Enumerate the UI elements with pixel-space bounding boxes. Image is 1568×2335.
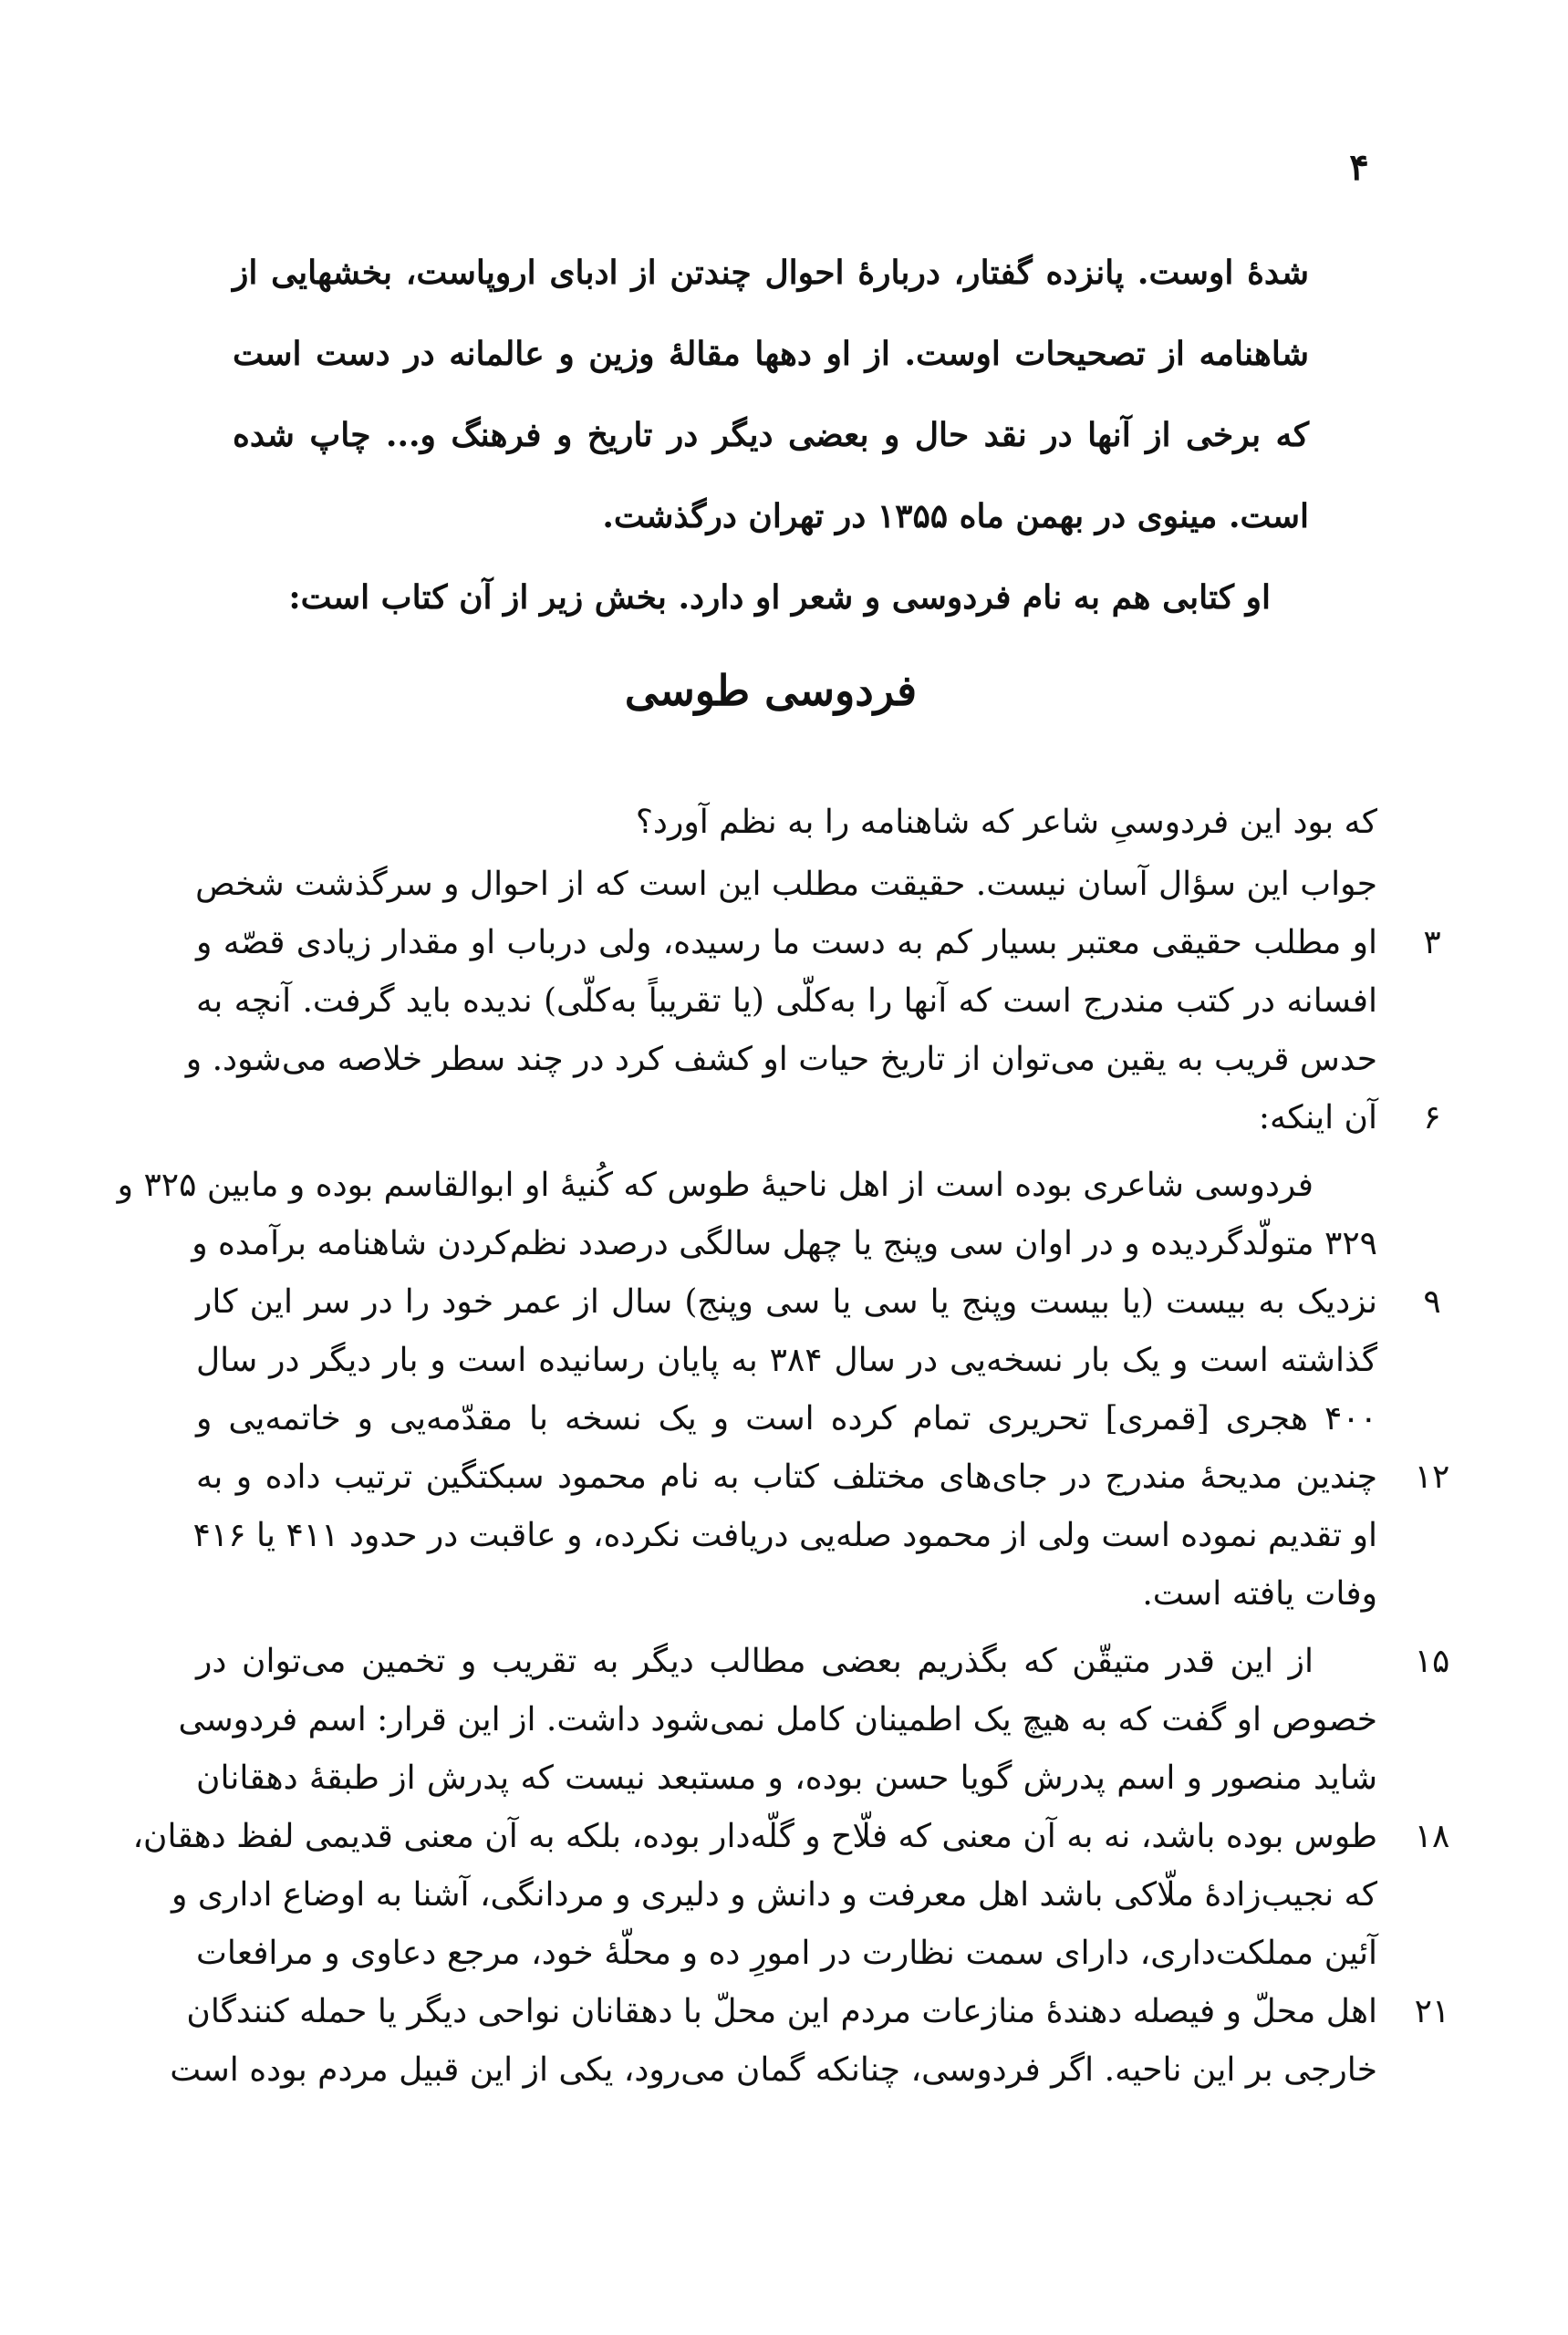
text-line: آن اینکه:: [1258, 1099, 1377, 1136]
text-line: اهل محلّ و فیصله دهندهٔ منازعات مردم این محلّ با دهقانان نواحی دیگر یا حمله کنندگان: [186, 1993, 1377, 2030]
text-line: که بود این فردوسیِ شاعر که شاهنامه را به نظم آورد؟: [635, 804, 1377, 841]
line-number: ۲۱: [1414, 1993, 1450, 2030]
text-line: حدس قریب به یقین می‌توان از تاریخ حیات او کشف کرد در چند سطر خلاصه می‌شود. و: [185, 1041, 1377, 1078]
line-number: ۱۵: [1414, 1643, 1450, 1680]
text-line: ۴۰۰ هجری [قمری] تحریری تمام کرده است و یک نسخه با مقدّمه‌یی و خاتمه‌یی و: [196, 1400, 1377, 1437]
text-line: از این قدر متیقّن که بگذریم بعضی مطالب دیگر به تقریب و تخمین می‌توان در: [196, 1643, 1314, 1680]
line-number: ۶: [1423, 1099, 1441, 1136]
line-number: ۳: [1423, 924, 1441, 961]
text-line: افسانه در کتب مندرج است که آنها را به‌کلّی (یا تقریباً به‌کلّی) ندیده باید گرفت. آنچه به: [196, 982, 1377, 1020]
text-line: فردوسی شاعری بوده است از اهل ناحیهٔ طوس که کُنیهٔ او ابوالقاسم بوده و مابین ۳۲۵ و: [117, 1167, 1314, 1204]
text-line: خصوص او گفت که به هیچ یک اطمینان کامل نمی‌شود داشت. از این قرار: اسم فردوسی: [178, 1701, 1377, 1738]
text-line: جواب این سؤال آسان نیست. حقیقت مطلب این است که از احوال و سرگذشت شخص: [195, 866, 1377, 903]
text-line: ۳۲۹ متولّدگردیده و در اوان سی وپنج یا چهل سالگی درصدد نظم‌کردن شاهنامه برآمده و: [192, 1225, 1377, 1262]
text-line: او مطلب حقیقی معتبر بسیار کم به دست ما رسیده، ولی درباب او مقدار زیادی قصّه و: [196, 924, 1377, 961]
line-number: ۹: [1423, 1283, 1441, 1321]
page-number: ۴: [1349, 146, 1369, 189]
text-line: وفات یافته است.: [1142, 1575, 1377, 1613]
text-line: او تقدیم نموده است ولی از محمود صله‌یی دریافت نکرده، و عاقبت در حدود ۴۱۱ یا ۴۱۶: [192, 1517, 1377, 1554]
intro-closing-paragraph: او کتابی هم به نام فردوسی و شعر او دارد. بخش زیر از آن کتاب است:: [288, 578, 1271, 617]
text-line: چندین مدیحهٔ مندرج در جای‌های مختلف کتاب به نام محمود سبکتگین ترتیب داده و به: [196, 1458, 1377, 1496]
intro-section: [233, 233, 1309, 638]
text-line: نزدیک به بیست (یا بیست وپنج یا سی یا سی وپنج) سال از عمر خود را در سر این کار: [196, 1283, 1377, 1321]
text-line: که نجیب‌زادهٔ ملّاکی باشد اهل معرفت و دانش و دلیری و مردانگی، آشنا به اوضاع اداری و: [171, 1876, 1377, 1914]
text-line: شاید منصور و اسم پدرش گویا حسن بوده، و مستبعد نیست که پدرش از طبقهٔ دهقانان: [196, 1759, 1377, 1797]
text-line: طوس بوده باشد، نه به آن معنی که فلّاح و گلّه‌دار بوده، بلکه به آن معنی قدیمی لفظ دهقان،: [132, 1818, 1377, 1855]
line-number: ۱۸: [1414, 1818, 1450, 1855]
chapter-title: فردوسی طوسی: [624, 666, 918, 715]
text-line: خارجی بر این ناحیه. اگر فردوسی، چنانکه گمان می‌رود، یکی از این قبیل مردم بوده است: [170, 2051, 1377, 2089]
line-number: ۱۲: [1414, 1458, 1450, 1496]
text-line: گذاشته است و یک بار نسخه‌یی در سال ۳۸۴ به پایان رسانیده است و بار دیگر در سال: [196, 1342, 1377, 1379]
intro-paragraph: شدهٔ اوست. پانزده گفتار، دربارهٔ احوال چندتن از ادبای اروپاست، بخشهایی از شاهنامه از تصحیحات اوست. از او دهها مقالهٔ وزین و عالمانه در دست است که برخی از آنها در نقد حال و بعضی دیگر در تاریخ و فرهنگ و... چاپ شده است. مینوی در بهمن ماه ۱۳۵۵ در تهران درگذشت.: [233, 254, 1309, 535]
text-line: آئین مملکت‌داری، دارای سمت نظارت در امورِ ده و محلّهٔ خود، مرجع دعاوی و مرافعات: [196, 1935, 1377, 1972]
